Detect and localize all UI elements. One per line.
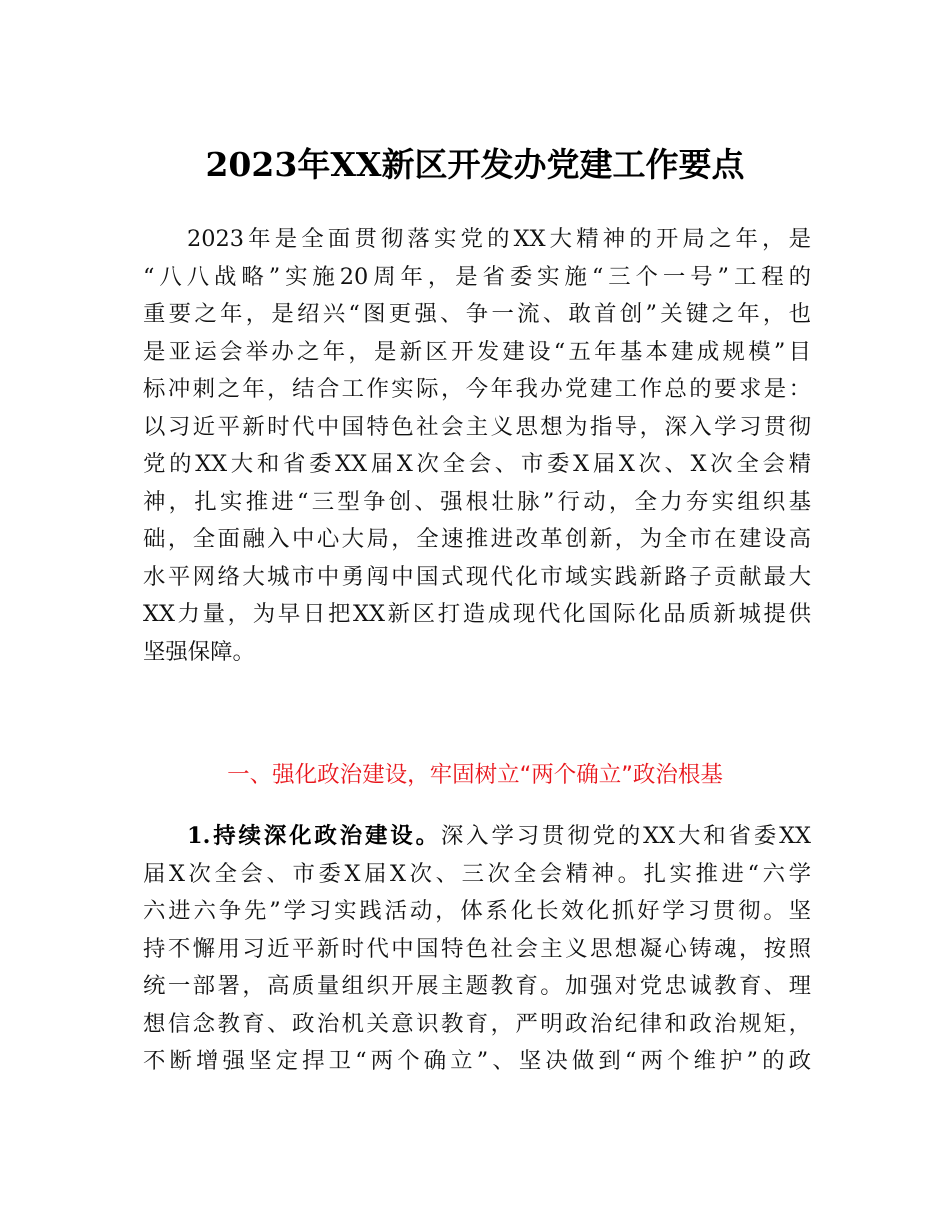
paragraph-line: 党的XX大和省委XX届X次全会、市委X届X次、X次全会精 [143,451,811,477]
paragraph-line: 重要之年，是绍兴“图更强、争一流、敢首创”关键之年，也 [143,301,811,327]
paragraph-line: 想信念教育、政治机关意识教育，严明政治纪律和政治规矩， [143,1010,811,1037]
paragraph-line: 础，全面融入中心大局，全速推进改革创新，为全市在建设高 [143,526,811,552]
section-heading: 一、强化政治建设，牢固树立“两个确立”政治根基 [227,762,723,788]
paragraph-line: 不断增强坚定捍卫“两个确立”、坚决做到“两个维护”的政 [143,1048,811,1074]
paragraph-line: 标冲刺之年，结合工作实际，今年我办党建工作总的要求是： [143,376,811,402]
intro-paragraph [143,221,811,671]
paragraph-line: “八八战略”实施20周年，是省委实施“三个一号”工程的 [143,263,811,290]
paragraph-line: 持不懈用习近平新时代中国特色社会主义思想凝心铸魂，按照 [143,935,811,962]
paragraph-line: XX力量，为早日把XX新区打造成现代化国际化品质新城提供 [143,601,811,627]
paragraph-line: 2023年是全面贯彻落实党的XX大精神的开局之年，是 [187,226,811,252]
item-first-line-text: 深入学习贯彻党的XX大和省委XX [440,823,811,849]
paragraph-line: 神，扎实推进“三型争创、强根壮脉”行动，全力夯实组织基 [143,488,811,515]
section-1-item-1 [143,818,811,1081]
paragraph-line: 六进六争先”学习实践活动，体系化长效化抓好学习贯彻。坚 [143,898,811,924]
paragraph-line: 统一部署，高质量组织开展主题教育。加强对党忠诚教育、理 [143,973,811,999]
item-first-line [143,818,811,856]
paragraph-line: 坚强保障。 [143,638,255,665]
paragraph-line: 届X次全会、市委X届X次、三次全会精神。扎实推进“六学 [143,860,811,887]
paragraph-line: 水平网络大城市中勇闯中国式现代化市域实践新路子贡献最大 [143,563,811,590]
paragraph-line: 是亚运会举办之年，是新区开发建设“五年基本建成规模”目 [143,338,811,365]
paragraph-line: 以习近平新时代中国特色社会主义思想为指导，深入学习贯彻 [143,413,811,440]
item-lead: 1.持续深化政治建设。 [187,823,441,849]
document-title: 2023年XX新区开发办党建工作要点 [205,145,745,184]
